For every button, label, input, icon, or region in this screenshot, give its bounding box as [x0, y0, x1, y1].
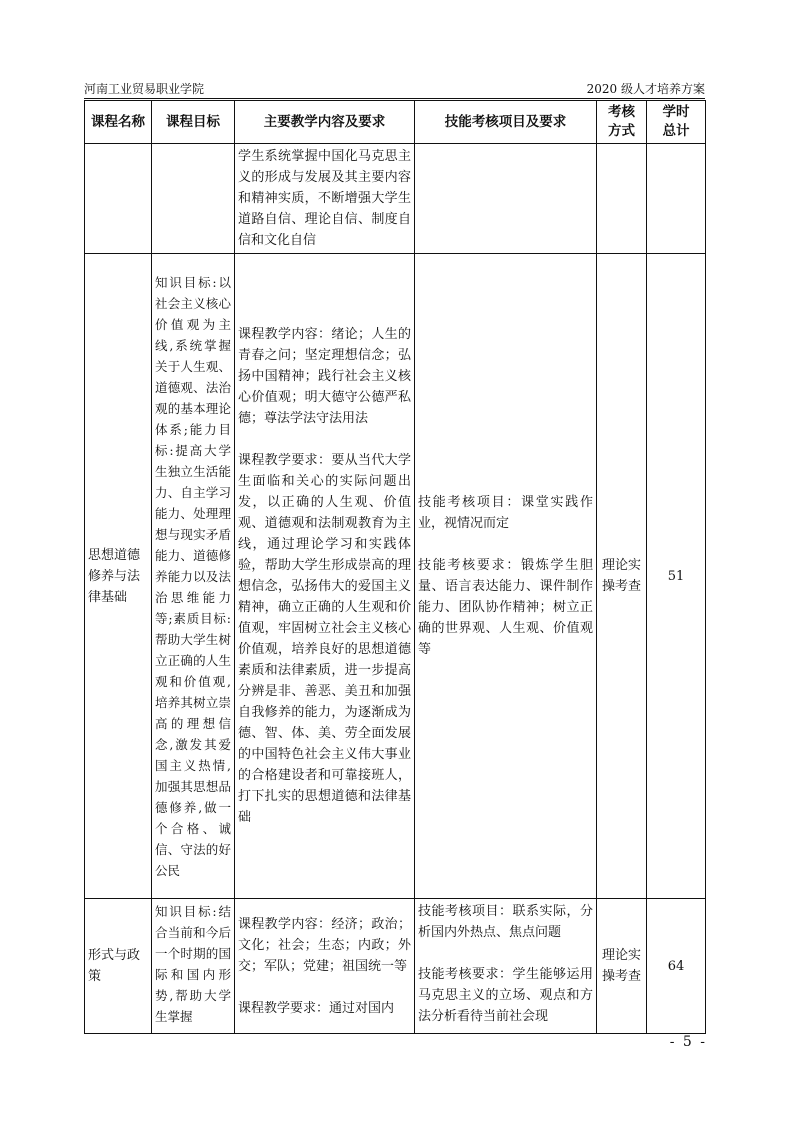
- course-goal-cell: [152, 144, 235, 254]
- col-header-hours-line2: 总计: [662, 123, 690, 139]
- course-goal-cell: 知识目标:以社会主义核心价值观为主线,系统掌握关于人生观、道德观、法治观的基本理论体系;能力目标:提高大学生独立生活能力、自主学习能力、处理理想与现实矛盾能力、道德修养能力以及法治思维能力等;素质目标:帮助大学生树立正确的人生观和价值观,培养其树立崇高的理想信念,激发其爱国主义热情,加强其思想品德修养,做一个合格、诚信、守法的好公民: [152, 254, 235, 899]
- exam-method-cell: 理论实操考查: [597, 254, 647, 899]
- col-header-content: 主要教学内容及要求: [235, 101, 415, 144]
- paragraph-gap: [418, 943, 593, 964]
- col-header-hours-line1: 学时: [662, 104, 690, 120]
- course-name-cell: [85, 144, 152, 254]
- content-cell: [235, 144, 415, 254]
- skill-paragraph: 技能考核项目：联系实际，分析国内外热点、焦点问题: [418, 904, 593, 940]
- skill-cell: [415, 144, 597, 254]
- document-title: 2020 级人才培养方案: [586, 82, 705, 96]
- exam-method-cell: 理论实操考查: [597, 899, 647, 1034]
- skill-paragraph: 技能考核要求：锻炼学生胆量、语言表达能力、课件制作能力、团队协作精神；树立正确的世界观、人生观、价值观等: [418, 558, 593, 657]
- col-header-skill: 技能考核项目及要求: [415, 101, 597, 144]
- table-row: [85, 144, 706, 254]
- total-hours-cell: 51: [647, 254, 706, 899]
- total-hours-cell: 64: [647, 899, 706, 1034]
- paragraph-gap: [238, 429, 411, 450]
- skill-cell: [415, 254, 597, 899]
- col-header-course-goal: 课程目标: [152, 101, 235, 144]
- content-cell: [235, 254, 415, 899]
- course-name-cell: 形式与政策: [85, 899, 152, 1034]
- page-number: - 5 -: [669, 1034, 707, 1050]
- skill-paragraph: 技能考核项目：课堂实践作业，视情况而定: [418, 495, 593, 531]
- content-cell: [235, 899, 415, 1034]
- paragraph-gap: [418, 534, 593, 555]
- content-paragraph: 课程教学要求：要从当代大学生面临和关心的实际问题出发，以正确的人生观、价值观、道德观和法制观教育为主线，通过理论学习和实践体验，帮助大学生形成崇高的理想信念，弘扬伟大的爱国主义精神，确立正确的人生观和价值观，牢固树立社会主义核心价值观，培养良好的思想道德素质和法律素质，进一步提高分辨是非、善恶、美丑和加强自我修养的能力，为逐渐成为德、智、体、美、劳全面发展的中国特色社会主义伟大事业的合格建设者和可靠接班人，打下扎实的思想道德和法律基础: [238, 453, 411, 825]
- skill-cell: [415, 899, 597, 1034]
- running-header: [84, 78, 705, 98]
- table-header-row: [85, 101, 706, 144]
- curriculum-table: [84, 100, 706, 1034]
- content-paragraph: 课程教学内容：经济；政治；文化；社会；生态；内政；外交；军队；党建；祖国统一等: [238, 916, 411, 974]
- skill-paragraph: 技能考核要求：学生能够运用马克思主义的立场、观点和方法分析看待当前社会现: [418, 967, 593, 1024]
- exam-method-cell: [597, 144, 647, 254]
- col-header-course-name: 课程名称: [85, 101, 152, 144]
- table-row: [85, 899, 706, 1034]
- content-paragraph: 课程教学要求：通过对国内: [238, 1000, 395, 1016]
- col-header-exam-line1: 考核: [608, 104, 635, 120]
- content-paragraph: 学生系统掌握中国化马克思主义的形成与发展及其主要内容和精神实质，不断增强大学生道路自信、理论自信、制度自信和文化自信: [238, 149, 411, 248]
- course-goal-cell: 知识目标:结合当前和今后一个时期的国际和国内形势,帮助大学生掌握: [152, 899, 235, 1034]
- institution-name: 河南工业贸易职业学院: [84, 82, 205, 96]
- header-rule: [84, 98, 705, 99]
- col-header-exam-method: [597, 101, 647, 144]
- total-hours-cell: [647, 144, 706, 254]
- col-header-exam-line2: 方式: [608, 123, 635, 139]
- content-paragraph: 课程教学内容：绪论；人生的青春之问；坚定理想信念；弘扬中国精神；践行社会主义核心价值观；明大德守公德严私德；尊法学法守法用法: [238, 327, 411, 426]
- col-header-total-hours: [647, 101, 706, 144]
- paragraph-gap: [238, 977, 411, 998]
- course-name-cell: 思想道德修养与法律基础: [85, 254, 152, 899]
- table-row: [85, 254, 706, 899]
